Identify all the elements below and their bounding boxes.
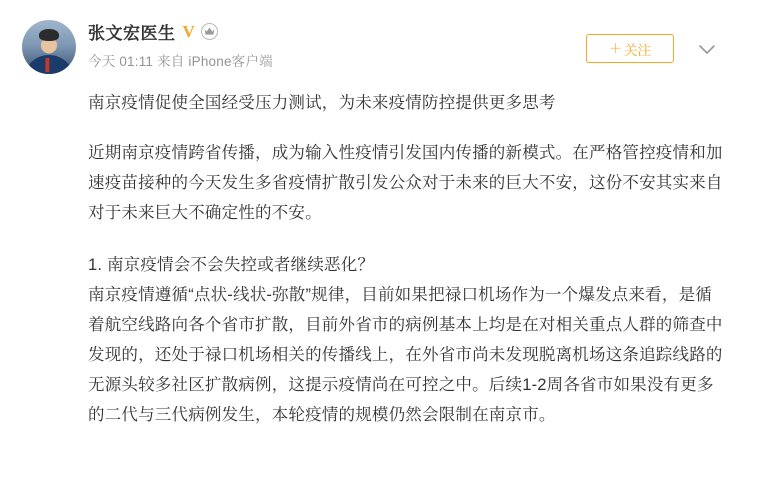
- post-header: [22, 18, 736, 74]
- avatar[interactable]: [22, 20, 76, 74]
- follow-button-label: 关注: [624, 42, 651, 58]
- post-paragraph-2: 南京疫情遵循“点状-线状-弥散”规律，目前如果把禄口机场作为一个爆发点来看，是循着航空线路向各个省市扩散，目前外省市的病例基本上均是在对相关重点人群的筛查中发现的，还处于禄口机场相关的传播线上，在外省市尚未发现脱离机场这条追踪线路的无源头较多社区扩散病例，这提示疫情尚在可控之中。后续1-2周各省市如果没有更多的二代与三代病例发生，本轮疫情的规模仍然会限制在南京市。: [88, 286, 723, 424]
- avatar-image: [22, 20, 76, 74]
- verified-badge-icon: V: [182, 21, 195, 41]
- post-question-heading: 1. 南京疫情会不会失控或者继续恶化？: [88, 256, 375, 274]
- post-paragraph-1: 近期南京疫情跨省传播，成为输入性疫情引发国内传播的新模式。在严格管控疫情和加速疫苗接种的今天发生多省疫情扩散引发公众对于未来的巨大不安，这份不安其实来自对于未来巨大不确定性的不安。: [88, 144, 723, 222]
- author-name[interactable]: 张文宏医生: [88, 23, 176, 43]
- post-title: 南京疫情促使全国经受压力测试，为未来疫情防控提供更多思考: [88, 94, 556, 112]
- crown-icon: [201, 23, 218, 40]
- chevron-down-icon[interactable]: [694, 36, 720, 62]
- post-meta: 今天 01:11 来自 iPhone客户端: [88, 54, 273, 69]
- post-content: [22, 88, 736, 430]
- follow-button[interactable]: [586, 34, 674, 63]
- plus-icon: ＋: [608, 41, 622, 56]
- avatar-hair: [39, 29, 58, 41]
- avatar-tie: [46, 58, 49, 72]
